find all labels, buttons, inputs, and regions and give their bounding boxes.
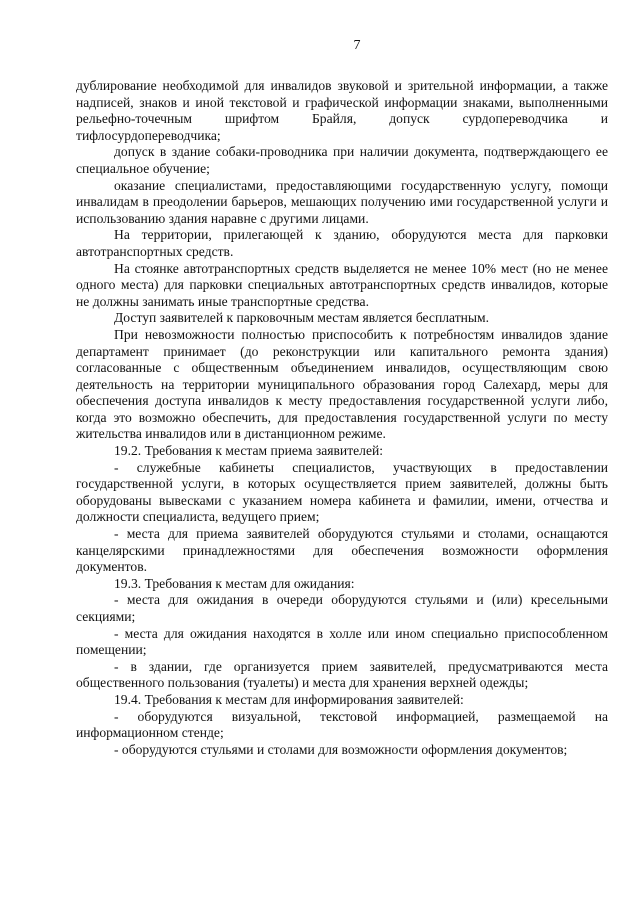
list-item: - оборудуются визуальной, текстовой информацией, размещаемой на информационном стенде; — [76, 708, 608, 741]
section-heading: 19.3. Требования к местам для ожидания: — [114, 575, 355, 591]
paragraph: оказание специалистами, предоставляющими государственную услугу, помощи инвалидам в преодолении барьеров, мешающих получению ими государственной услуги и использованию здания наравне с другими лицами. — [76, 177, 608, 226]
list-item: - служебные кабинеты специалистов, участвующих в предоставлении государственной услуги, в которых осуществляется прием заявителей, должны быть оборудованы вывесками с указанием номера кабинета и фамилии, имени, отчества и должности специалиста, ведущего прием; — [76, 459, 608, 525]
list-item: - в здании, где организуется прием заявителей, предусматриваются места общественного пользования (туалеты) и места для хранения верхней одежды; — [76, 658, 608, 691]
list-item: - места для ожидания находятся в холле или ином специально приспособленном помещении; — [76, 625, 608, 658]
paragraph: На территории, прилегающей к зданию, оборудуются места для парковки автотранспортных средств. — [76, 227, 608, 259]
paragraph: При невозможности полностью приспособить к потребностям инвалидов здание департамент принимает (до реконструкции или капитального ремонта здания) согласованные с общественным объединением инвалидов, осуществляющим свою деятельность на территории муниципального образования город Салехард, меры для обеспечения доступа инвалидов к месту предоставления государственной услуги либо, когда это возможно обеспечить, для предоставления государственной услуги по месту жительства инвалидов или в дистанционном режиме. — [76, 326, 608, 442]
section-heading: 19.4. Требования к местам для информирования заявителей: — [114, 691, 464, 707]
section-heading: 19.2. Требования к местам приема заявителей: — [114, 443, 384, 459]
list-item: - оборудуются стульями и столами для возможности оформления документов; — [114, 741, 568, 757]
list-item: - места для ожидания в очереди оборудуются стульями и (или) кресельными секциями; — [76, 592, 608, 624]
paragraph: Доступ заявителей к парковочным местам является бесплатным. — [114, 310, 490, 326]
document-body — [76, 78, 608, 758]
paragraph: дублирование необходимой для инвалидов звуковой и зрительной информации, а также надписей, знаков и иной текстовой и графической информации знаками, выполненными рельефно-точечным шрифтом Брайля, допуск сурдопереводчика и тифлосурдопереводчика; — [76, 78, 608, 143]
page-number: 7 — [353, 38, 361, 53]
paragraph: На стоянке автотранспортных средств выделяется не менее 10% мест (но не менее одного места) для парковки специальных автотранспортных средств инвалидов, которые не должны занимать иные транспортные средства. — [76, 260, 608, 309]
paragraph: допуск в здание собаки-проводника при наличии документа, подтверждающего ее специальное обучение; — [76, 144, 608, 176]
list-item: - места для приема заявителей оборудуются стульями и столами, оснащаются канцелярскими принадлежностями для обеспечения возможности оформления документов. — [76, 526, 608, 575]
